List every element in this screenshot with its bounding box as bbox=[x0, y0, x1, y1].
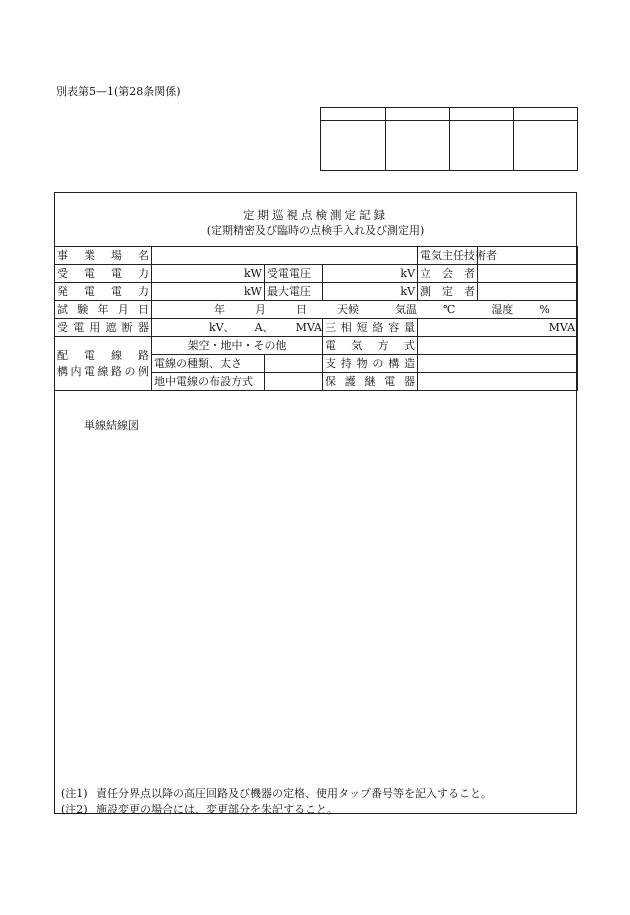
received-voltage-field[interactable] bbox=[323, 265, 418, 283]
record-form-frame bbox=[54, 192, 577, 814]
stamp-cell[interactable] bbox=[514, 121, 578, 171]
chief-engineer-label: 電気主任技術者 bbox=[418, 247, 478, 265]
mva-unit: MVA bbox=[548, 320, 576, 334]
note-text: 責任分界点以降の高圧回路及び機器の定格、使用タップ番号等を記入すること。 bbox=[96, 787, 492, 800]
protective-relay-label: 保護継電器 bbox=[323, 373, 418, 391]
stamp-cell[interactable] bbox=[450, 121, 514, 171]
generated-power-label: 発電電力 bbox=[55, 283, 152, 301]
max-voltage-field[interactable] bbox=[323, 283, 418, 301]
underground-method-field[interactable] bbox=[265, 373, 323, 391]
breaker-field[interactable] bbox=[152, 319, 323, 337]
measurer-label: 測定者 bbox=[418, 283, 478, 301]
temperature-label: 気温 bbox=[395, 302, 417, 316]
approval-stamp-boxes bbox=[320, 107, 578, 171]
short-circuit-label: 三相短絡容量 bbox=[323, 319, 418, 337]
single-line-diagram-label: 単線結線図 bbox=[84, 419, 139, 432]
support-structure-field[interactable] bbox=[418, 355, 578, 373]
percent-unit: % bbox=[539, 302, 550, 316]
test-date-field[interactable] bbox=[152, 301, 578, 319]
breaker-label: 受電用遮断器 bbox=[55, 319, 152, 337]
business-site-label: 事業場名 bbox=[55, 247, 152, 265]
stamp-header-cell bbox=[386, 108, 450, 121]
table-row bbox=[55, 265, 578, 283]
witness-field[interactable] bbox=[478, 265, 578, 283]
note-item bbox=[61, 786, 492, 802]
electrical-system-label: 電気方式 bbox=[323, 337, 418, 355]
table-row bbox=[55, 283, 578, 301]
table-row bbox=[55, 247, 578, 265]
kw-unit: kW bbox=[244, 266, 262, 280]
note-tag: (注2) bbox=[61, 803, 88, 816]
measurer-field[interactable] bbox=[478, 283, 578, 301]
protective-relay-field[interactable] bbox=[418, 373, 578, 391]
record-table bbox=[54, 246, 578, 391]
table-row bbox=[55, 301, 578, 319]
kv-unit: kV bbox=[400, 284, 416, 298]
note-text: 施設変更の場合には、変更部分を朱記すること。 bbox=[96, 803, 338, 816]
form-subtitle: (定期精密及び臨時の点検手入れ及び測定用) bbox=[206, 224, 425, 237]
electrical-system-field[interactable] bbox=[418, 337, 578, 355]
received-power-label: 受電電力 bbox=[55, 265, 152, 283]
generated-power-field[interactable] bbox=[152, 283, 265, 301]
received-voltage-label: 受電電圧 bbox=[265, 265, 323, 283]
note-item bbox=[61, 802, 492, 818]
form-number-label: 別表第5—1(第28条関係) bbox=[56, 85, 181, 98]
max-voltage-label: 最大電圧 bbox=[265, 283, 323, 301]
weather-label: 天候 bbox=[337, 302, 359, 316]
ampere-unit: A、 bbox=[254, 320, 274, 334]
wiring-example-label bbox=[55, 337, 152, 391]
kv-unit: kV bbox=[400, 266, 416, 280]
short-circuit-field[interactable] bbox=[418, 319, 578, 337]
table-row bbox=[55, 319, 578, 337]
month-label: 月 bbox=[255, 302, 266, 316]
distribution-line-label: 配電線路 bbox=[57, 348, 149, 362]
underground-method-label: 地中電線の布設方式 bbox=[152, 373, 265, 391]
year-label: 年 bbox=[214, 302, 225, 316]
business-site-field[interactable] bbox=[152, 247, 418, 265]
wire-type-label: 電線の種類、太さ bbox=[152, 355, 265, 373]
table-row bbox=[55, 337, 578, 355]
stamp-header-cell bbox=[450, 108, 514, 121]
note-tag: (注1) bbox=[61, 787, 88, 800]
form-title-block bbox=[55, 207, 576, 239]
stamp-cell[interactable] bbox=[386, 121, 450, 171]
day-label: 日 bbox=[296, 302, 307, 316]
form-title: 定期巡視点検測定記録 bbox=[243, 208, 388, 222]
overhead-underground-option[interactable]: 架空・地中・その他 bbox=[152, 337, 323, 355]
received-power-field[interactable] bbox=[152, 265, 265, 283]
stamp-header-cell bbox=[321, 108, 386, 121]
support-structure-label: 支持物の構造 bbox=[323, 355, 418, 373]
kw-unit: kW bbox=[244, 284, 262, 298]
test-date-label: 試験年月日 bbox=[55, 301, 152, 319]
mva-unit: MVA bbox=[295, 320, 322, 334]
premises-line-label: 構内電線路の例 bbox=[57, 364, 149, 378]
stamp-header-cell bbox=[514, 108, 578, 121]
witness-label: 立会者 bbox=[418, 265, 478, 283]
wire-type-field[interactable] bbox=[265, 355, 323, 373]
humidity-label: 湿度 bbox=[491, 302, 514, 316]
notes bbox=[61, 786, 492, 818]
celsius-unit: ℃ bbox=[443, 302, 456, 316]
kv-unit: kV、 bbox=[209, 320, 235, 334]
stamp-cell[interactable] bbox=[321, 121, 386, 171]
